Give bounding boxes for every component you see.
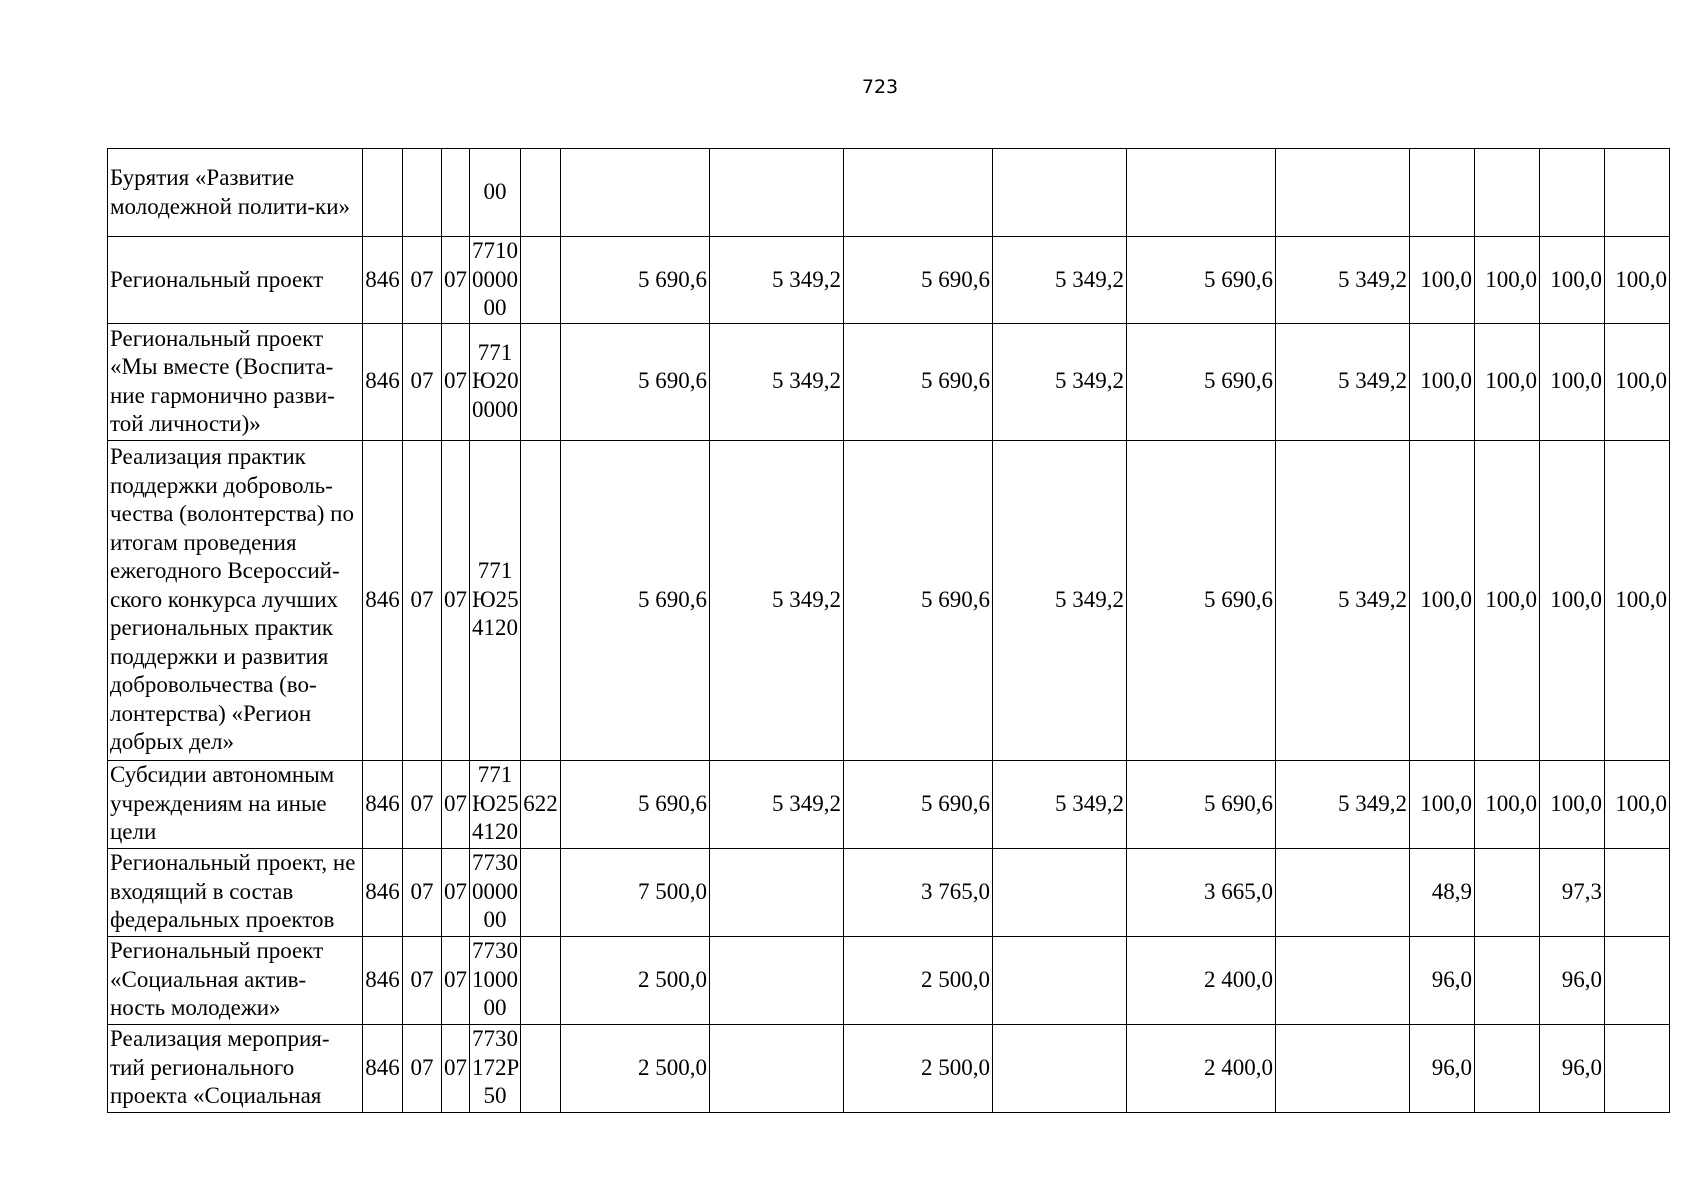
- percent-cell: 100,0: [1475, 237, 1540, 324]
- amount-cell: [710, 936, 844, 1024]
- grbs-code-cell: 846: [363, 760, 403, 848]
- target-article-cell: 771 Ю25 4120: [470, 440, 521, 760]
- percent-cell: 100,0: [1475, 760, 1540, 848]
- percent-cell: [1540, 149, 1605, 237]
- target-article-cell: 771 Ю20 0000: [470, 323, 521, 440]
- amount-cell: [993, 936, 1127, 1024]
- target-article-cell: 00: [470, 149, 521, 237]
- row-name-cell: Субсидии автономным учреждениям на иные цели: [108, 760, 363, 848]
- row-name-cell: Бурятия «Развитие молодежной полити-ки»: [108, 149, 363, 237]
- amount-cell: 5 690,6: [1127, 323, 1276, 440]
- amount-cell: 5 690,6: [1127, 760, 1276, 848]
- percent-cell: 100,0: [1410, 323, 1475, 440]
- section-code-cell: 07: [403, 1024, 442, 1112]
- amount-cell: 5 690,6: [844, 760, 993, 848]
- amount-cell: [993, 1024, 1127, 1112]
- amount-cell: 2 500,0: [561, 1024, 710, 1112]
- percent-cell: 97,3: [1540, 848, 1605, 936]
- percent-cell: [1605, 848, 1670, 936]
- row-name-cell: Региональный проект «Социальная актив-ность молодежи»: [108, 936, 363, 1024]
- amount-cell: 2 400,0: [1127, 1024, 1276, 1112]
- amount-cell: 5 349,2: [993, 440, 1127, 760]
- table-row: [108, 440, 1670, 760]
- percent-cell: 100,0: [1540, 237, 1605, 324]
- target-article-cell: 771 Ю25 4120: [470, 760, 521, 848]
- amount-cell: 5 349,2: [1276, 760, 1410, 848]
- grbs-code-cell: 846: [363, 848, 403, 936]
- amount-cell: 5 349,2: [710, 237, 844, 324]
- expense-type-cell: [521, 1024, 561, 1112]
- subsection-code-cell: 07: [442, 760, 470, 848]
- table-row: [108, 848, 1670, 936]
- amount-cell: 5 349,2: [1276, 323, 1410, 440]
- target-article-cell: 7730 172Р 50: [470, 1024, 521, 1112]
- amount-cell: 3 765,0: [844, 848, 993, 936]
- percent-cell: [1605, 1024, 1670, 1112]
- percent-cell: [1475, 1024, 1540, 1112]
- section-code-cell: 07: [403, 237, 442, 324]
- amount-cell: [561, 149, 710, 237]
- percent-cell: [1410, 149, 1475, 237]
- amount-cell: [710, 1024, 844, 1112]
- amount-cell: 2 500,0: [844, 1024, 993, 1112]
- percent-cell: [1605, 936, 1670, 1024]
- subsection-code-cell: 07: [442, 936, 470, 1024]
- amount-cell: 5 690,6: [561, 440, 710, 760]
- amount-cell: 5 349,2: [710, 440, 844, 760]
- percent-cell: 100,0: [1540, 323, 1605, 440]
- row-name-cell: Региональный проект «Мы вместе (Воспита-ние гармонично разви-той личности)»: [108, 323, 363, 440]
- section-code-cell: [403, 149, 442, 237]
- subsection-code-cell: 07: [442, 1024, 470, 1112]
- amount-cell: [1127, 149, 1276, 237]
- section-code-cell: 07: [403, 323, 442, 440]
- target-article-cell: 7730 0000 00: [470, 848, 521, 936]
- table-row: [108, 149, 1670, 237]
- section-code-cell: 07: [403, 848, 442, 936]
- expense-type-cell: [521, 440, 561, 760]
- amount-cell: 5 349,2: [993, 323, 1127, 440]
- amount-cell: [1276, 149, 1410, 237]
- amount-cell: 5 349,2: [710, 760, 844, 848]
- section-code-cell: 07: [403, 936, 442, 1024]
- row-name-cell: Региональный проект, не входящий в состав федеральных проектов: [108, 848, 363, 936]
- percent-cell: 100,0: [1475, 323, 1540, 440]
- amount-cell: 5 349,2: [993, 237, 1127, 324]
- amount-cell: [1276, 1024, 1410, 1112]
- amount-cell: [993, 848, 1127, 936]
- amount-cell: [1276, 848, 1410, 936]
- percent-cell: 100,0: [1540, 760, 1605, 848]
- percent-cell: 100,0: [1410, 760, 1475, 848]
- percent-cell: 48,9: [1410, 848, 1475, 936]
- percent-cell: 96,0: [1540, 1024, 1605, 1112]
- amount-cell: [710, 848, 844, 936]
- amount-cell: 5 349,2: [1276, 440, 1410, 760]
- table-row: [108, 237, 1670, 324]
- amount-cell: 7 500,0: [561, 848, 710, 936]
- table-row: [108, 323, 1670, 440]
- amount-cell: 5 690,6: [1127, 237, 1276, 324]
- percent-cell: 100,0: [1410, 440, 1475, 760]
- percent-cell: 96,0: [1410, 936, 1475, 1024]
- amount-cell: 5 349,2: [710, 323, 844, 440]
- budget-table: [107, 148, 1670, 1113]
- percent-cell: 100,0: [1605, 440, 1670, 760]
- percent-cell: 100,0: [1605, 323, 1670, 440]
- amount-cell: 3 665,0: [1127, 848, 1276, 936]
- amount-cell: [1276, 936, 1410, 1024]
- section-code-cell: 07: [403, 760, 442, 848]
- amount-cell: 5 690,6: [844, 237, 993, 324]
- grbs-code-cell: 846: [363, 323, 403, 440]
- percent-cell: 100,0: [1410, 237, 1475, 324]
- amount-cell: [844, 149, 993, 237]
- amount-cell: [993, 149, 1127, 237]
- table-row: [108, 760, 1670, 848]
- page-number: 723: [861, 76, 899, 98]
- amount-cell: [710, 149, 844, 237]
- expense-type-cell: [521, 936, 561, 1024]
- subsection-code-cell: 07: [442, 848, 470, 936]
- grbs-code-cell: 846: [363, 237, 403, 324]
- percent-cell: 100,0: [1475, 440, 1540, 760]
- grbs-code-cell: 846: [363, 1024, 403, 1112]
- target-article-cell: 7710 0000 00: [470, 237, 521, 324]
- row-name-cell: Региональный проект: [108, 237, 363, 324]
- amount-cell: 2 500,0: [844, 936, 993, 1024]
- expense-type-cell: [521, 149, 561, 237]
- amount-cell: 5 690,6: [561, 237, 710, 324]
- percent-cell: [1475, 848, 1540, 936]
- grbs-code-cell: [363, 149, 403, 237]
- subsection-code-cell: 07: [442, 440, 470, 760]
- amount-cell: 5 690,6: [844, 323, 993, 440]
- target-article-cell: 7730 1000 00: [470, 936, 521, 1024]
- grbs-code-cell: 846: [363, 440, 403, 760]
- percent-cell: [1475, 149, 1540, 237]
- amount-cell: 5 349,2: [993, 760, 1127, 848]
- percent-cell: 96,0: [1410, 1024, 1475, 1112]
- subsection-code-cell: 07: [442, 323, 470, 440]
- amount-cell: 5 349,2: [1276, 237, 1410, 324]
- grbs-code-cell: 846: [363, 936, 403, 1024]
- percent-cell: 96,0: [1540, 936, 1605, 1024]
- expense-type-cell: [521, 848, 561, 936]
- row-name-cell: Реализация мероприя-тий регионального проекта «Социальная: [108, 1024, 363, 1112]
- amount-cell: 5 690,6: [561, 323, 710, 440]
- subsection-code-cell: [442, 149, 470, 237]
- percent-cell: 100,0: [1605, 237, 1670, 324]
- percent-cell: [1605, 149, 1670, 237]
- amount-cell: 5 690,6: [844, 440, 993, 760]
- expense-type-cell: [521, 323, 561, 440]
- percent-cell: [1475, 936, 1540, 1024]
- amount-cell: 2 400,0: [1127, 936, 1276, 1024]
- percent-cell: 100,0: [1540, 440, 1605, 760]
- section-code-cell: 07: [403, 440, 442, 760]
- amount-cell: 2 500,0: [561, 936, 710, 1024]
- subsection-code-cell: 07: [442, 237, 470, 324]
- expense-type-cell: 622: [521, 760, 561, 848]
- amount-cell: 5 690,6: [1127, 440, 1276, 760]
- table-row: [108, 936, 1670, 1024]
- amount-cell: 5 690,6: [561, 760, 710, 848]
- expense-type-cell: [521, 237, 561, 324]
- percent-cell: 100,0: [1605, 760, 1670, 848]
- row-name-cell: Реализация практик поддержки доброволь-чества (волонтерства) по итогам проведения ежегодного Всероссий-ского конкурса лучших региональных практик поддержки и развития добровольчества (во-лонтерства) «Регион добрых дел»: [108, 440, 363, 760]
- table-row: [108, 1024, 1670, 1112]
